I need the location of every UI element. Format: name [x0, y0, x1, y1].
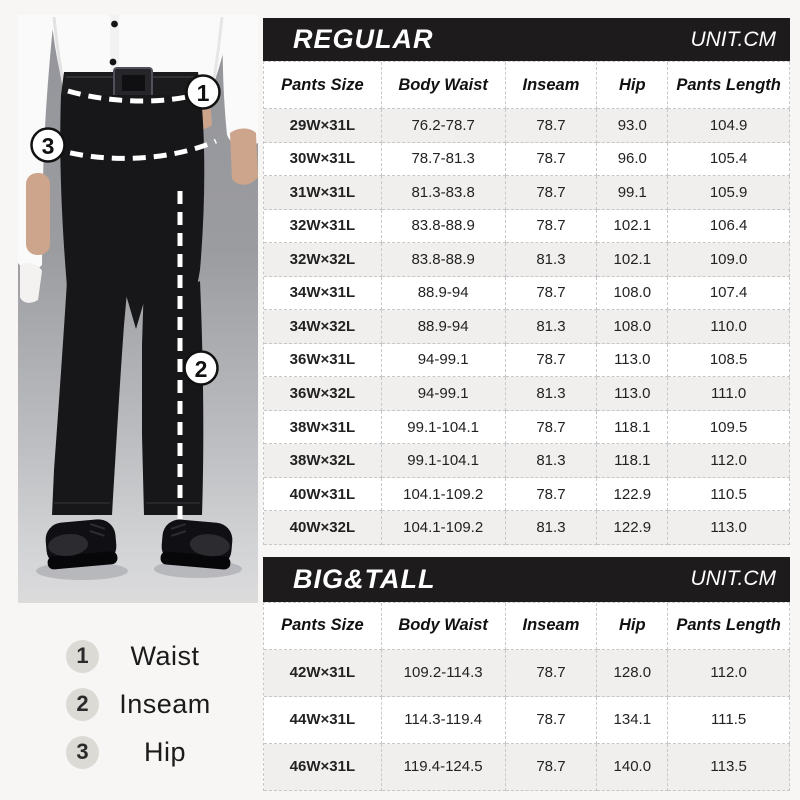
marker-3-hip [32, 129, 65, 162]
table-cell: 113.0 [597, 344, 668, 378]
table-cell-size: 30W×31L [264, 143, 382, 177]
table-cell: 94-99.1 [382, 377, 506, 411]
shirt-button [111, 21, 118, 28]
table-cell-size: 34W×31L [264, 277, 382, 311]
table-cell: 78.7 [506, 143, 598, 177]
table-cell-size: 40W×32L [264, 511, 382, 545]
table-cell: 96.0 [597, 143, 668, 177]
table-cell: 105.4 [668, 143, 790, 177]
size-table-big-tall [263, 557, 790, 791]
marker-1-waist [187, 76, 220, 109]
table-cell: 78.7 [506, 478, 598, 512]
legend-number-badge [66, 688, 99, 721]
table-cell: 104.1-109.2 [382, 511, 506, 545]
table-cell: 114.3-119.4 [382, 697, 506, 744]
legend-item-hip [66, 735, 231, 769]
left-shoe [44, 518, 118, 570]
table-header-cell: Hip [597, 62, 668, 109]
table-cell: 110.5 [668, 478, 790, 512]
table-cell-size: 29W×31L [264, 109, 382, 143]
belt [61, 68, 201, 97]
table-header-cell: Pants Size [264, 62, 382, 109]
table-cell: 78.7 [506, 744, 598, 791]
table-grid [263, 61, 790, 545]
model-photo [18, 15, 258, 603]
table-cell: 81.3-83.8 [382, 176, 506, 210]
table-cell: 88.9-94 [382, 277, 506, 311]
table-header-cell: Body Waist [382, 62, 506, 109]
table-cell: 99.1 [597, 176, 668, 210]
table-cell: 106.4 [668, 210, 790, 244]
table-cell: 122.9 [597, 511, 668, 545]
table-cell: 78.7 [506, 411, 598, 445]
table-cell: 78.7 [506, 277, 598, 311]
table-cell: 78.7-81.3 [382, 143, 506, 177]
table-cell: 128.0 [597, 650, 668, 697]
table-cell: 78.7 [506, 344, 598, 378]
right-forearm [230, 129, 258, 185]
table-cell: 113.5 [668, 744, 790, 791]
right-shoe [160, 518, 234, 570]
left-hand [26, 173, 50, 255]
table-cell: 81.3 [506, 310, 598, 344]
size-table-regular [263, 18, 790, 545]
marker-1-number: 1 [196, 80, 210, 106]
legend-number: 2 [76, 691, 89, 716]
right-leg [142, 281, 203, 515]
table-cell: 76.2-78.7 [382, 109, 506, 143]
unit-label: UNIT.CM [690, 27, 776, 51]
table-cell: 81.3 [506, 511, 598, 545]
table-cell: 108.0 [597, 277, 668, 311]
table-cell: 81.3 [506, 243, 598, 277]
marker-2-inseam [185, 352, 218, 385]
legend-number: 1 [76, 643, 89, 668]
table-title-bar [263, 18, 790, 61]
unit-label: UNIT.CM [690, 567, 776, 591]
measurement-legend [66, 639, 231, 783]
legend-item-waist [66, 639, 231, 673]
table-cell: 134.1 [597, 697, 668, 744]
table-header-cell: Body Waist [382, 603, 506, 650]
table-cell-size: 42W×31L [264, 650, 382, 697]
table-cell: 78.7 [506, 697, 598, 744]
table-cell: 99.1-104.1 [382, 411, 506, 445]
table-cell: 107.4 [668, 277, 790, 311]
legend-label: Waist [130, 640, 200, 671]
table-cell-size: 40W×31L [264, 478, 382, 512]
table-cell-size: 44W×31L [264, 697, 382, 744]
table-cell: 105.9 [668, 176, 790, 210]
marker-2-number: 2 [194, 356, 208, 382]
table-cell: 88.9-94 [382, 310, 506, 344]
table-cell: 109.5 [668, 411, 790, 445]
table-header-cell: Pants Length [668, 62, 790, 109]
table-cell: 102.1 [597, 243, 668, 277]
legend-item-inseam [66, 687, 231, 721]
table-cell: 78.7 [506, 210, 598, 244]
table-cell: 113.0 [597, 377, 668, 411]
table-cell: 104.9 [668, 109, 790, 143]
table-cell: 119.4-124.5 [382, 744, 506, 791]
table-cell-size: 36W×32L [264, 377, 382, 411]
table-cell-size: 32W×31L [264, 210, 382, 244]
table-cell-size: 31W×31L [264, 176, 382, 210]
table-cell: 109.2-114.3 [382, 650, 506, 697]
table-cell: 81.3 [506, 377, 598, 411]
table-cell-size: 38W×31L [264, 411, 382, 445]
table-cell: 93.0 [597, 109, 668, 143]
table-cell: 94-99.1 [382, 344, 506, 378]
table-cell: 122.9 [597, 478, 668, 512]
table-header-cell: Inseam [506, 62, 598, 109]
legend-number-badge [66, 640, 99, 673]
table-cell-size: 38W×32L [264, 444, 382, 478]
table-cell: 104.1-109.2 [382, 478, 506, 512]
table-cell-size: 36W×31L [264, 344, 382, 378]
table-cell: 83.8-88.9 [382, 210, 506, 244]
table-cell-size: 34W×32L [264, 310, 382, 344]
table-header-cell: Inseam [506, 603, 598, 650]
table-cell: 109.0 [668, 243, 790, 277]
table-cell: 140.0 [597, 744, 668, 791]
table-title: BIG&TALL [293, 563, 436, 594]
table-grid [263, 602, 790, 791]
table-cell: 112.0 [668, 650, 790, 697]
model-photo-illustration [18, 15, 258, 603]
size-tables [263, 18, 790, 791]
table-cell: 102.1 [597, 210, 668, 244]
table-cell: 118.1 [597, 411, 668, 445]
table-cell: 99.1-104.1 [382, 444, 506, 478]
table-cell: 108.0 [597, 310, 668, 344]
table-cell: 78.7 [506, 109, 598, 143]
table-cell: 111.5 [668, 697, 790, 744]
table-cell-size: 32W×32L [264, 243, 382, 277]
table-cell: 78.7 [506, 650, 598, 697]
marker-3-number: 3 [41, 133, 55, 159]
table-title: REGULAR [293, 24, 434, 54]
table-header-cell: Hip [597, 603, 668, 650]
table-cell: 111.0 [668, 377, 790, 411]
table-cell: 81.3 [506, 444, 598, 478]
table-cell: 118.1 [597, 444, 668, 478]
shirt-button [110, 59, 117, 66]
legend-label: Inseam [119, 688, 211, 719]
table-cell: 108.5 [668, 344, 790, 378]
table-cell: 83.8-88.9 [382, 243, 506, 277]
table-cell: 112.0 [668, 444, 790, 478]
legend-label: Hip [143, 736, 186, 767]
table-cell: 78.7 [506, 176, 598, 210]
table-cell: 110.0 [668, 310, 790, 344]
table-cell: 113.0 [668, 511, 790, 545]
table-cell-size: 46W×31L [264, 744, 382, 791]
table-header-cell: Pants Length [668, 603, 790, 650]
legend-number: 3 [76, 739, 89, 764]
table-header-cell: Pants Size [264, 603, 382, 650]
legend-number-badge [66, 736, 99, 769]
table-title-bar [263, 557, 790, 602]
